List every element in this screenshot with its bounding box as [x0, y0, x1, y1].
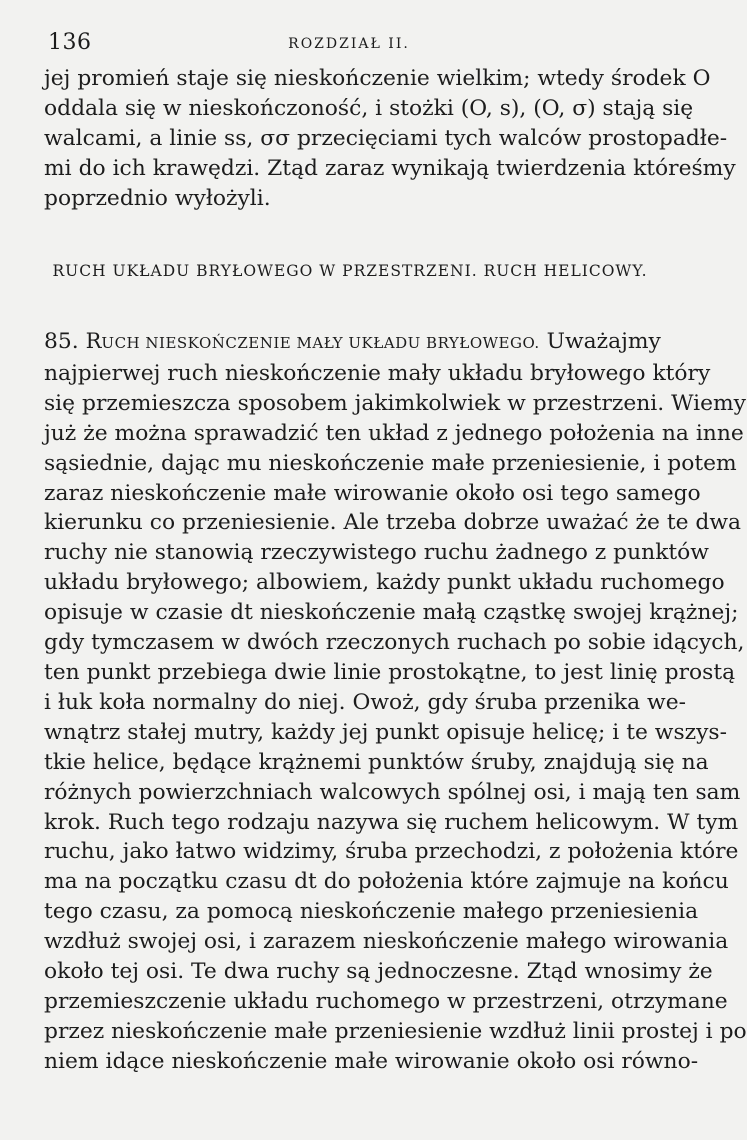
text-line: ma na początku czasu dt do położenia które zajmuje na końcu [44, 869, 729, 895]
text-line: wzdłuż swojej osi, i zarazem nieskończenie małego wirowania [44, 929, 729, 955]
text-line: kierunku co przeniesienie. Ale trzeba dobrze uważać że te dwa [44, 510, 742, 536]
text-line: mi do ich krawędzi. Ztąd zaraz wynikają twierdzenia któreśmy [44, 155, 736, 181]
section-number: 85. [44, 329, 79, 354]
section-heading: RUCH UKŁADU BRYŁOWEGO W PRZESTRZENI. RUCH HELICOWY. [52, 262, 648, 280]
text-line: różnych powierzchniach walcowych spólnej osi, i mają ten sam [44, 779, 741, 805]
text-line: tkie helice, będące krążnemi punktów śruby, znajdują się na [44, 749, 709, 775]
text-line: już że można sprawadzić ten układ z jednego położenia na inne [44, 420, 744, 446]
text-line: gdy tymczasem w dwóch rzeczonych ruchach po sobie idących, [44, 630, 745, 656]
text-line: sąsiednie, dając mu nieskończenie małe przeniesienie, i potem [44, 450, 737, 476]
text-line: jej promień staje się nieskończenie wielkim; wtedy środek O [44, 66, 711, 91]
page-number: 136 [48, 30, 92, 55]
section-first-line-rest: Uważajmy [546, 329, 661, 354]
text-line: ruchy nie stanowią rzeczywistego ruchu żadnego z punktów [44, 540, 709, 566]
text-line: walcami, a linie ss, σσ przecięciami tych walców prostopadłe- [44, 125, 728, 151]
text-line: układu bryłowego; albowiem, każdy punkt układu ruchomego [44, 570, 725, 596]
text-line: opisuje w czasie dt nieskończenie małą cząstkę swojej krążnej; [44, 600, 739, 626]
page-header [40, 30, 658, 60]
text-line: poprzednio wyłożyli. [44, 185, 271, 211]
section-title: UCH NIESKOŃCZENIE MAŁY UKŁADU BRYŁOWEGO. [101, 334, 540, 352]
section-title-initial: R [85, 329, 102, 353]
text-line: około tej osi. Te dwa ruchy są jednoczesne. Ztąd wnosimy że [44, 959, 713, 985]
text-line: wnątrz stałej mutry, każdy jej punkt opisuje helicę; i te wszys- [44, 719, 727, 745]
text-line: się przemieszcza sposobem jakimkolwiek w przestrzeni. Wiemy [44, 390, 746, 416]
text-line: najpierwej ruch nieskończenie mały układu bryłowego który [44, 360, 711, 386]
text-line: oddala się w nieskończoność, i stożki (O, s), (O, σ) stają się [44, 95, 694, 121]
text-line: ten punkt przebiega dwie linie prostokątne, to jest linię prostą [44, 659, 736, 685]
text-line: tego czasu, za pomocą nieskończenie małego przeniesienia [44, 899, 699, 925]
text-line: niem idące nieskończenie małe wirowanie około osi równo- [44, 1048, 699, 1074]
top-paragraph [44, 64, 736, 214]
text-line: przez nieskończenie małe przeniesienie wzdłuż linii prostej i po [44, 1018, 747, 1044]
section-first-line [44, 327, 661, 359]
text-line: i łuk koła normalny do niej. Owoż, gdy śruba przenika we- [44, 689, 686, 715]
text-line: zaraz nieskończenie małe wirowanie około osi tego samego [44, 480, 701, 506]
text-line: krok. Ruch tego rodzaju nazywa się ruchem helicowym. W tym [44, 809, 739, 835]
text-line: przemieszczenie układu ruchomego w przestrzeni, otrzymane [44, 988, 728, 1014]
section-paragraph [44, 327, 747, 1077]
running-head: ROZDZIAŁ II. [288, 36, 410, 52]
text-line: ruchu, jako łatwo widzimy, śruba przechodzi, z położenia które [44, 839, 739, 865]
